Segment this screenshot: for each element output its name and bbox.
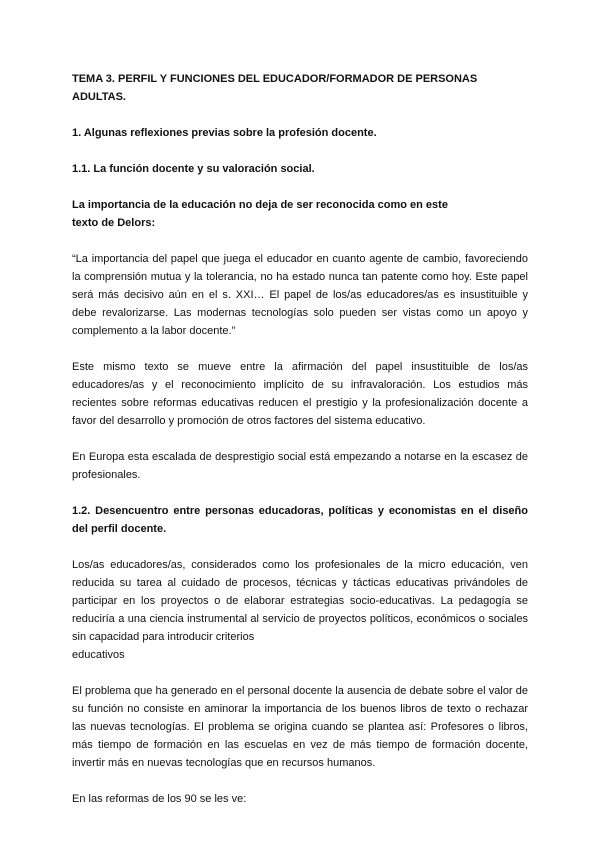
- section-heading-1-2: 1.2. Desencuentro entre personas educadoras, políticas y economistas en el diseño del perfil docente.: [72, 505, 528, 535]
- delors-quote: “La importancia del papel que juega el educador en cuanto agente de cambio, favoreciendo la comprensión mutua y la tolerancia, no ha estado nunca tan patente como hoy. Este papel será más decisivo aún en el s. XXI… El papel de los/as educadores/as es insustituible y debe revalorizarse. Las modernas tecnologías solo pueden ser vistas como un apoyo y complemento a la labor docente.”: [72, 253, 528, 337]
- paragraph-5: En las reformas de los 90 se les ve:: [72, 793, 247, 805]
- section-heading-1-1: 1.1. La función docente y su valoración social.: [72, 163, 315, 175]
- document-title: TEMA 3. PERFIL Y FUNCIONES DEL EDUCADOR/FORMADOR DE PERSONAS ADULTAS.: [72, 73, 478, 103]
- section-heading-1: 1. Algunas reflexiones previas sobre la profesión docente.: [72, 127, 377, 139]
- paragraph-1: Este mismo texto se mueve entre la afirmación del papel insustituible de los/as educadores/as y el reconocimiento implícito de su infravaloración. Los estudios más recientes sobre reformas educativas reducen el prestigio y la profesionalización docente a favor del desarrollo y promoción de otros factores del sistema educativo.: [72, 361, 528, 427]
- paragraph-3: [72, 556, 528, 664]
- intro-bold-text: La importancia de la educación no deja de ser reconocida como en este texto de Delors:: [72, 199, 448, 229]
- paragraph-3-tail: educativos: [72, 649, 125, 661]
- paragraph-2: En Europa esta escalada de desprestigio social está empezando a notarse en la escasez de profesionales.: [72, 451, 528, 481]
- paragraph-3-main: Los/as educadores/as, considerados como los profesionales de la micro educación, ven reducida su tarea al cuidado de procesos, técnicas y tácticas educativas privándoles de participar en los proyectos o de elaborar estrategias socio-educativas. La pedagogía se reduciría a una ciencia instrumental al servicio de proyectos políticos, económicos o sociales sin capacidad para introducir criterios: [72, 559, 528, 643]
- paragraph-4: El problema que ha generado en el personal docente la ausencia de debate sobre el valor de su función no consiste en aminorar la importancia de los buenos libros de texto o rechazar las nuevas tecnologías. El problema se origina cuando se plantea así: Profesores o libros, más tiempo de formación en las escuelas en vez de más tiempo de formación docente, invertir más en nuevas tecnologías que en recursos humanos.: [72, 685, 528, 769]
